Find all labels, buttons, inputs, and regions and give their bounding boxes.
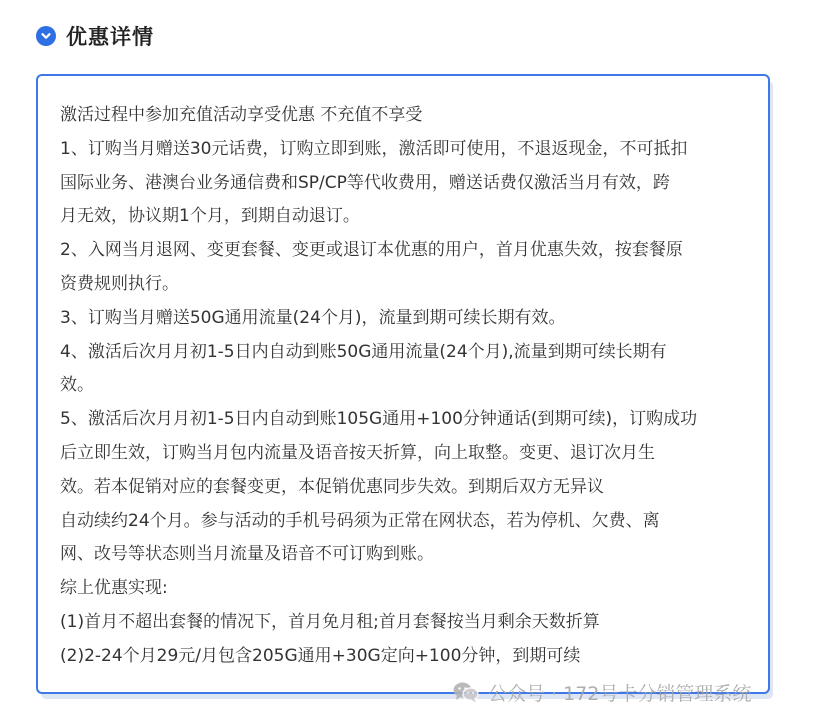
detail-line: 1、订购当月赠送30元话费，订购立即到账，激活即可使用，不退返现金，不可抵扣 (60, 138, 688, 159)
detail-line: 激活过程中参加充值活动享受优惠 不充值不享受 (60, 105, 423, 125)
detail-line: 月无效，协议期1个月，到期自动退订。 (60, 206, 360, 227)
detail-line: 综上优惠实现: (60, 578, 168, 599)
detail-line: 5、激活后次月月初1-5日内自动到账105G通用+100分钟通话(到期可续)，订购成功 (60, 409, 698, 430)
detail-line: 效。 (60, 375, 94, 396)
detail-line: 网、改号等状态则当月流量及语音不可订购到账。 (60, 544, 434, 565)
wechat-icon (452, 680, 480, 704)
chevron-down-icon[interactable] (36, 26, 56, 46)
detail-line: 自动续约24个月。参与活动的手机号码须为正常在网状态，若为停机、欠费、离 (60, 510, 660, 531)
watermark-text: 公众号 · 172号卡分销管理系统 (488, 682, 752, 705)
offer-details-box (36, 74, 770, 694)
detail-line: (1)首月不超出套餐的情况下，首月免月租;首月套餐按当月剩余天数折算 (60, 611, 600, 632)
detail-line: 效。若本促销对应的套餐变更，本促销优惠同步失效。到期后双方无异议 (60, 476, 604, 497)
detail-line: 2、入网当月退网、变更套餐、变更或退订本优惠的用户，首月优惠失效，按套餐原 (60, 240, 683, 261)
section-title: 优惠详情 (66, 25, 154, 49)
section-header[interactable] (36, 20, 154, 52)
watermark (452, 676, 751, 708)
detail-line: 国际业务、港澳台业务通信费和SP/CP等代收费用，赠送话费仅激活当月有效，跨 (60, 172, 670, 193)
detail-line: 资费规则执行。 (60, 273, 179, 294)
detail-line: 3、订购当月赠送50G通用流量(24个月)，流量到期可续长期有效。 (60, 307, 566, 328)
detail-line: 后立即生效，订购当月包内流量及语音按天折算，向上取整。变更、退订次月生 (60, 442, 655, 463)
detail-line: 4、激活后次月月初1-5日内自动到账50G通用流量(24个月),流量到期可续长期有 (60, 341, 667, 362)
detail-line: (2)2-24个月29元/月包含205G通用+30G定向+100分钟，到期可续 (60, 645, 581, 666)
